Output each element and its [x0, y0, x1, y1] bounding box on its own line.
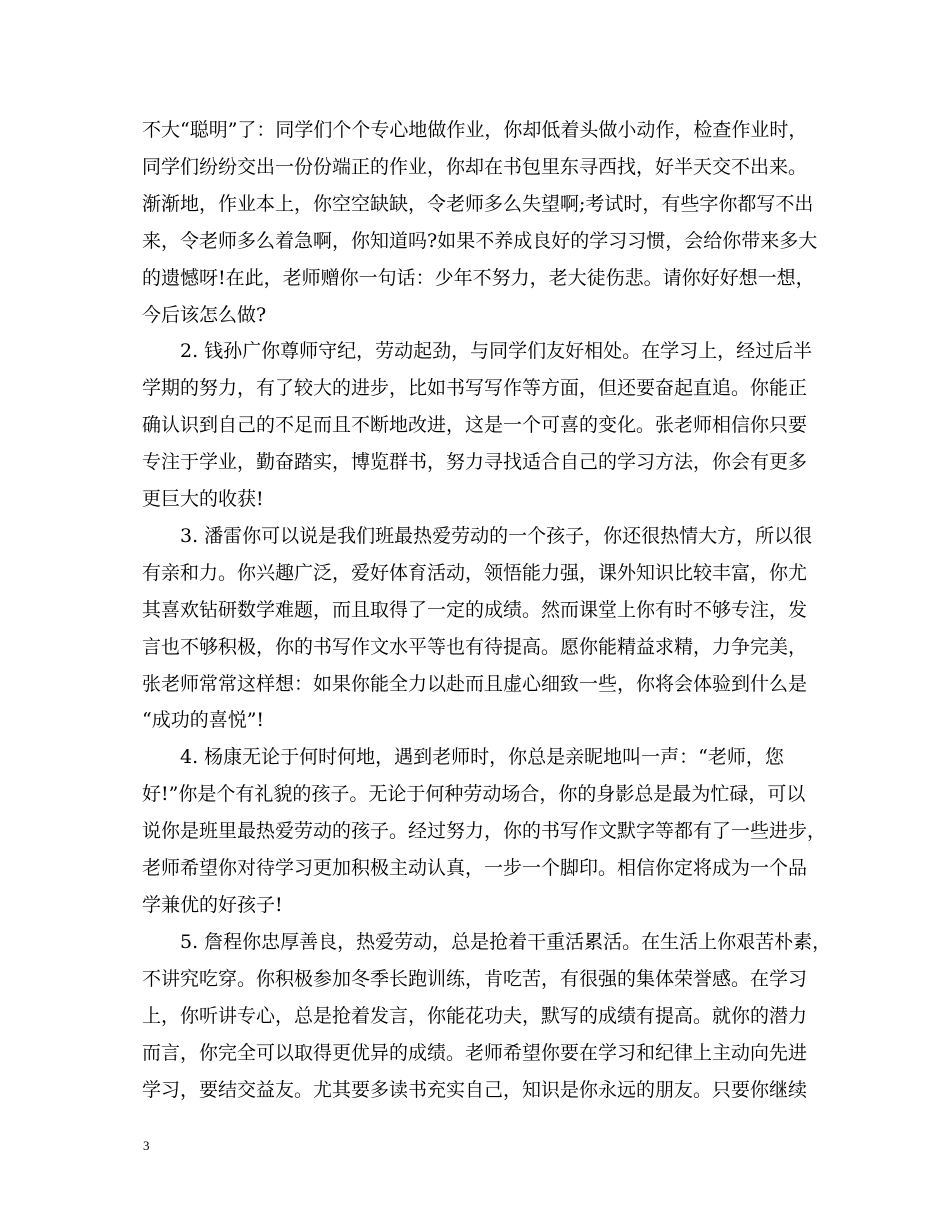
paragraph-first-line: 2. 钱孙广你尊师守纪，劳动起劲，与同学们友好相处。在学习上，经过后半 — [180, 340, 813, 362]
text-line: 老师希望你对待学习更加积极主动认真，一步一个脚印。相信你定将成为一个品 — [142, 857, 808, 879]
text-line: 来，令老师多么着急啊，你知道吗?如果不养成良好的学习习惯，会给你带来多大 — [142, 230, 818, 252]
text-line: 同学们纷纷交出一份份端正的作业，你却在书包里东寻西找，好半天交不出来。 — [142, 156, 808, 178]
page-number: 3 — [143, 1138, 150, 1153]
text-line: 不大“聪明”了：同学们个个专心地做作业，你却低着头做小动作，检查作业时， — [142, 119, 808, 141]
text-line: 好!”你是个有礼貌的孩子。无论于何种劳动场合，你的身影总是最为忙碌，可以 — [142, 783, 806, 805]
text-line: “成功的喜悦”! — [142, 709, 265, 731]
text-line: 渐渐地，作业本上，你空空缺缺，令老师多么失望啊;考试时，有些字你都写不出 — [142, 193, 814, 215]
text-line: 更巨大的收获! — [142, 488, 264, 510]
paragraph-first-line: 4. 杨康无论于何时何地，遇到老师时，你总是亲昵地叫一声：“老师，您 — [180, 746, 784, 768]
text-line: 不讲究吃穿。你积极参加冬季长跑训练，肯吃苦，有很强的集体荣誉感。在学习 — [142, 968, 808, 990]
text-line: 的遗憾呀!在此，老师赠你一句话：少年不努力，老大徒伤悲。请你好好想一想， — [142, 267, 815, 289]
text-line: 学习，要结交益友。尤其要多读书充实自己，知识是你永远的朋友。只要你继续 — [142, 1079, 808, 1101]
text-line: 专注于学业，勤奋踏实，博览群书，努力寻找适合自己的学习方法，你会有更多 — [142, 451, 808, 473]
text-line: 其喜欢钻研数学难题，而且取得了一定的成绩。然而课堂上你有时不够专注，发 — [142, 599, 808, 621]
text-line: 学兼优的好孩子! — [142, 894, 283, 916]
text-line: 而言，你完全可以取得更优异的成绩。老师希望你要在学习和纪律上主动向先进 — [142, 1042, 808, 1064]
text-line: 有亲和力。你兴趣广泛，爱好体育活动，领悟能力强，课外知识比较丰富，你尤 — [142, 562, 808, 584]
text-line: 说你是班里最热爱劳动的孩子。经过努力，你的书写作文默字等都有了一些进步， — [142, 820, 827, 842]
paragraph-first-line: 3. 潘雷你可以说是我们班最热爱劳动的一个孩子，你还很热情大方，所以很 — [180, 525, 813, 547]
text-line: 上，你听讲专心，总是抢着发言，你能花功夫，默写的成绩有提高。就你的潜力 — [142, 1005, 808, 1027]
paragraph-first-line: 5. 詹程你忠厚善良，热爱劳动，总是抢着干重活累活。在生活上你艰苦朴素， — [180, 931, 832, 953]
text-line: 言也不够积极，你的书写作文水平等也有待提高。愿你能精益求精，力争完美， — [142, 636, 808, 658]
text-line: 确认识到自己的不足而且不断地改进，这是一个可喜的变化。张老师相信你只要 — [142, 414, 808, 436]
text-line: 张老师常常这样想：如果你能全力以赴而且虚心细致一些，你将会体验到什么是 — [142, 673, 808, 695]
text-line: 今后该怎么做? — [142, 304, 267, 326]
text-line: 学期的努力，有了较大的进步，比如书写写作等方面，但还要奋起直追。你能正 — [142, 377, 808, 399]
